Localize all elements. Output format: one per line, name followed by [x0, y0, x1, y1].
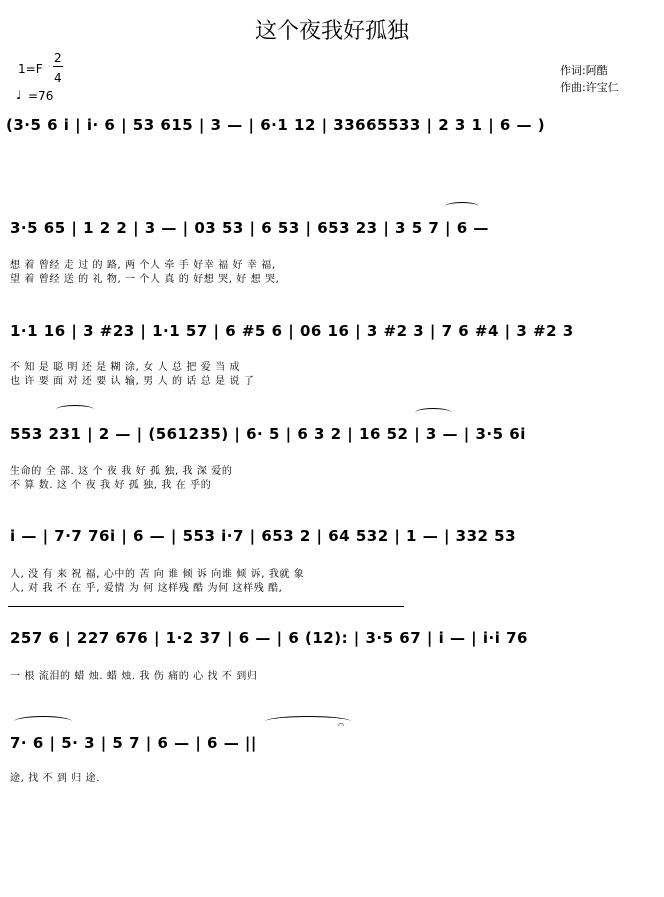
- notation-row-1: (3·5 6 i | i· 6 | 53 615 | 3 — | 6·1 12 | 33665533 | 2 3 1 | 6 — ): [6, 116, 546, 134]
- quarter-note-icon: ♩: [16, 88, 22, 102]
- key-signature: 1=F: [18, 62, 43, 76]
- slur-mark: [56, 405, 94, 414]
- slur-mark: [14, 716, 72, 727]
- lyrics-row-3-verse-1: 不 知 是 聪 明 还 是 糊 涂, 女 人 总 把 爱 当 成: [10, 362, 241, 373]
- song-title: 这个夜我好孤独: [254, 19, 409, 44]
- slur-mark: [445, 202, 479, 211]
- lyrics-row-6: 一 根 流泪的 蜡 烛. 蜡 烛. 我 伤 痛的 心 找 不 到归: [10, 671, 258, 682]
- lyrics-row-2-verse-1: 想 着 曾经 走 过 的 路, 两 个人 牵 手 好幸 福 好 幸 福,: [10, 260, 276, 271]
- slur-mark: [415, 408, 451, 417]
- time-signature-bottom: 4: [54, 71, 62, 85]
- notation-row-2: 3·5 65 | 1 2 2 | 3 — | 03 53 | 6 53 | 653 23 | 3 5 7 | 6 —: [10, 219, 489, 237]
- lyrics-row-2-verse-2: 望 着 曾经 送 的 礼 物, 一 个人 真 的 好想 哭, 好 想 哭,: [10, 274, 280, 285]
- lyrics-row-4-verse-2: 不 算 数. 这 个 夜 我 好 孤 独, 我 在 乎的: [10, 480, 212, 491]
- lyrics-row-7: 途, 找 不 到 归 途.: [10, 773, 101, 784]
- lyrics-row-4-verse-1: 生命的 全 部. 这 个 夜 我 好 孤 独, 我 深 爱的: [10, 466, 233, 477]
- lyrics-row-3-verse-2: 也 许 要 面 对 还 要 认 输, 男 人 的 话 总 是 说 了: [10, 376, 255, 387]
- lyrics-row-5-verse-2: 人, 对 我 不 在 乎, 爱情 为 何 这样残 酷 为何 这样残 酷,: [10, 583, 283, 594]
- composer: 作曲:许宝仁: [560, 81, 619, 94]
- notation-row-4: 553 231 | 2 — | (561235) | 6· 5 | 6 3 2 | 16 52 | 3 — | 3·5 6i: [10, 425, 526, 443]
- fermata-icon: 𝄐: [338, 718, 345, 731]
- lyrics-row-5-verse-1: 人, 没 有 来 祝 福, 心中的 苦 向 谁 倾 诉 向谁 倾 诉, 我就 象: [10, 569, 305, 580]
- notation-row-5: i — | 7·7 76i | 6 — | 553 i·7 | 653 2 | 64 532 | 1 — | 332 53: [10, 527, 517, 545]
- tempo: =76: [28, 89, 54, 103]
- notation-row-6: 257 6 | 227 676 | 1·2 37 | 6 — | 6 (12): | 3·5 67 | i — | i·i 76: [10, 629, 528, 647]
- lyricist: 作词:阿酷: [560, 64, 608, 77]
- notation-row-7: 7· 6 | 5· 3 | 5 7 | 6 — | 6 — ||: [10, 734, 257, 752]
- time-signature-top: 2: [54, 51, 62, 65]
- notation-row-3: 1·1 16 | 3 #23 | 1·1 57 | 6 #5 6 | 06 16 | 3 #2 3 | 7 6 #4 | 3 #2 3: [10, 322, 574, 340]
